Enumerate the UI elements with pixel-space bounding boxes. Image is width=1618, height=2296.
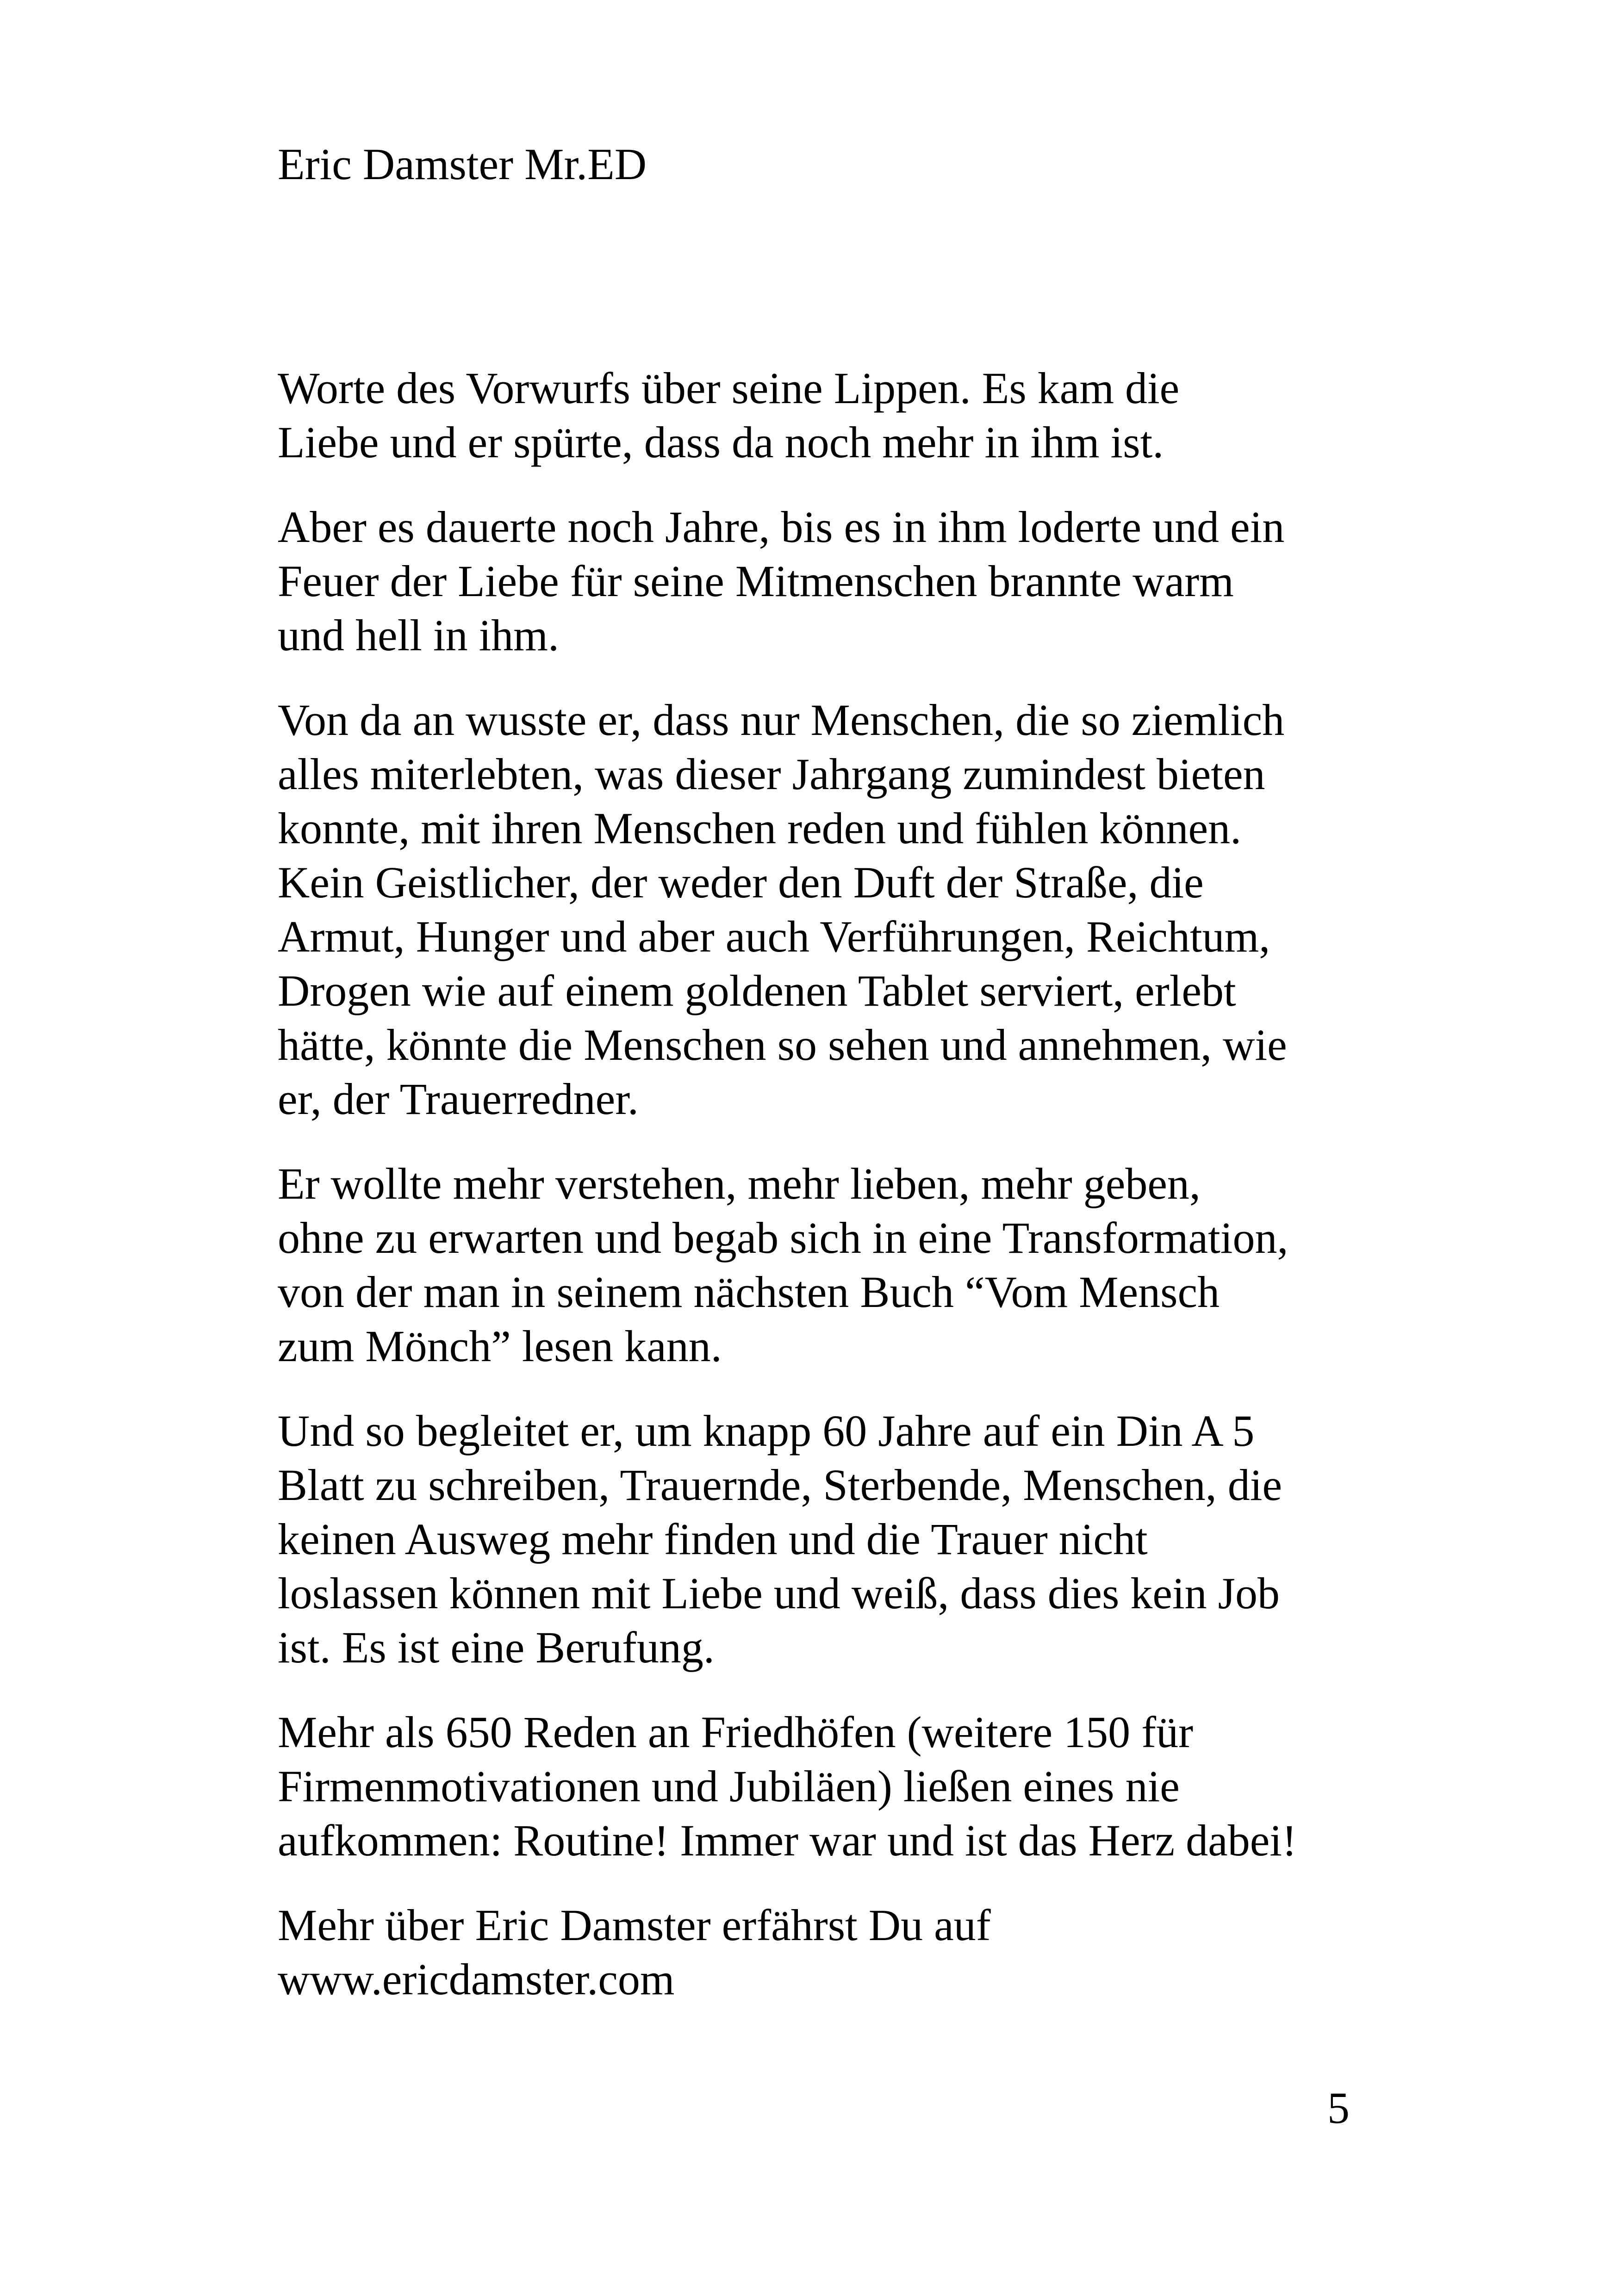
text-line: Liebe und er spürte, dass da noch mehr in ihm ist.: [278, 417, 1164, 467]
text-line: Und so begleitet er, um knapp 60 Jahre auf ein Din A 5: [278, 1406, 1255, 1456]
text-line: ohne zu erwarten und begab sich in eine Transformation,: [278, 1213, 1288, 1263]
text-line: und hell in ihm.: [278, 610, 559, 660]
paragraph: [278, 500, 1351, 662]
text-line: loslassen können mit Liebe und weiß, dass dies kein Job: [278, 1568, 1280, 1618]
text-line: keinen Ausweg mehr finden und die Trauer nicht: [278, 1514, 1148, 1564]
text-line: Worte des Vorwurfs über seine Lippen. Es kam die: [278, 363, 1180, 413]
text-line: Armut, Hunger und aber auch Verführungen, Reichtum,: [278, 912, 1270, 961]
paragraph: [278, 1705, 1351, 1867]
text-line: Von da an wusste er, dass nur Menschen, die so ziemlich: [278, 695, 1285, 745]
text-line: Firmenmotivationen und Jubiläen) ließen eines nie: [278, 1761, 1180, 1811]
paragraph: [278, 1404, 1351, 1674]
text-line: Er wollte mehr verstehen, mehr lieben, mehr geben,: [278, 1159, 1201, 1208]
paragraph: [278, 1898, 1351, 2006]
text-line: alles miterlebten, was dieser Jahrgang zumindest bieten: [278, 749, 1265, 799]
text-line: ist. Es ist eine Berufung.: [278, 1623, 715, 1672]
text-line: Aber es dauerte noch Jahre, bis es in ihm loderte und ein: [278, 502, 1285, 552]
text-line: von der man in seinem nächsten Buch “Vom Mensch: [278, 1267, 1220, 1317]
text-line: Mehr als 650 Reden an Friedhöfen (weitere 150 für: [278, 1707, 1194, 1757]
text-line: zum Mönch” lesen kann.: [278, 1321, 722, 1371]
paragraph: [278, 693, 1351, 1126]
text-line: Kein Geistlicher, der weder den Duft der Straße, die: [278, 858, 1204, 907]
text-line: er, der Trauerredner.: [278, 1074, 639, 1124]
text-line: Drogen wie auf einem goldenen Tablet serviert, erlebt: [278, 966, 1236, 1015]
paragraph: [278, 1157, 1351, 1373]
text-line: aufkommen: Routine! Immer war und ist das Herz dabei!: [278, 1816, 1297, 1865]
text-line: Feuer der Liebe für seine Mitmenschen brannte warm: [278, 556, 1234, 606]
page-number: 5: [1327, 2083, 1350, 2133]
text-line: Mehr über Eric Damster erfährst Du auf: [278, 1900, 991, 1950]
website-url: www.ericdamster.com: [278, 1954, 675, 2004]
text-line: konnte, mit ihren Menschen reden und fühlen können.: [278, 803, 1242, 853]
running-header: Eric Damster Mr.ED: [278, 139, 647, 189]
paragraph: [278, 361, 1351, 469]
text-line: Blatt zu schreiben, Trauernde, Sterbende, Menschen, die: [278, 1460, 1282, 1510]
text-line: hätte, könnte die Menschen so sehen und annehmen, wie: [278, 1020, 1287, 1070]
body-text: [278, 361, 1351, 2037]
